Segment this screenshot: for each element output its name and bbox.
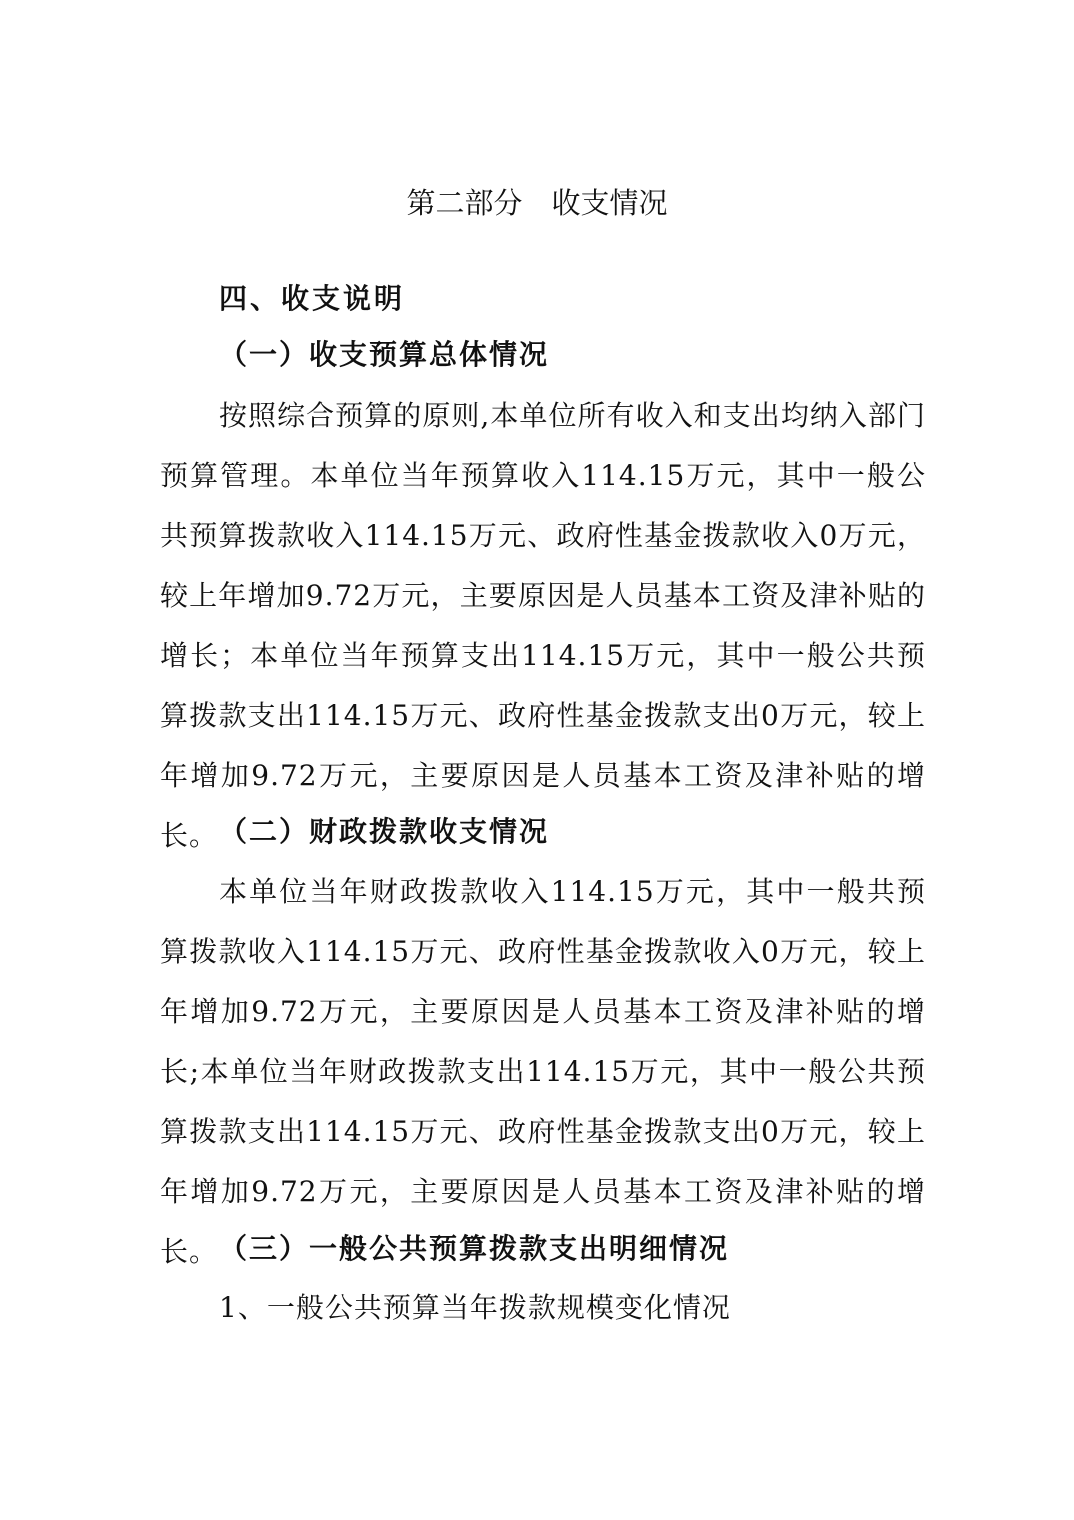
subsection-body-1: 按照综合预算的原则,本单位所有收入和支出均纳入部门预算管理。本单位当年预算收入114.15万元，其中一般公共预算拨款收入114.15万元、政府性基金拨款收入0万元，较上年增加9.72万元，主要原因是人员基本工资及津补贴的增长；本单位当年预算支出114.15万元，其中一般公共预算拨款支出114.15万元、政府性基金拨款支出0万元，较上年增加9.72万元，主要原因是人员基本工资及津补贴的增长。 [160, 399, 926, 852]
subsection-heading-2: （二）财政拨款收支情况 [219, 815, 550, 848]
subsection-body-2: 本单位当年财政拨款收入114.15万元，其中一般共预算拨款收入114.15万元、政府性基金拨款收入0万元，较上年增加9.72万元，主要原因是人员基本工资及津补贴的增长;本单位当年财政拨款支出114.15万元，其中一般公共预算拨款支出114.15万元、政府性基金拨款支出0万元，较上年增加9.72万元，主要原因是人员基本工资及津补贴的增长。 [160, 875, 926, 1268]
subsection-heading-1: （一）收支预算总体情况 [219, 338, 550, 371]
part-title: 第二部分 收支情况 [406, 186, 668, 220]
section-heading: 四、收支说明 [219, 282, 406, 315]
subsection-heading-3: （三）一般公共预算拨款支出明细情况 [219, 1232, 730, 1265]
list-item-1: 1、一般公共预算当年拨款规模变化情况 [219, 1291, 731, 1324]
